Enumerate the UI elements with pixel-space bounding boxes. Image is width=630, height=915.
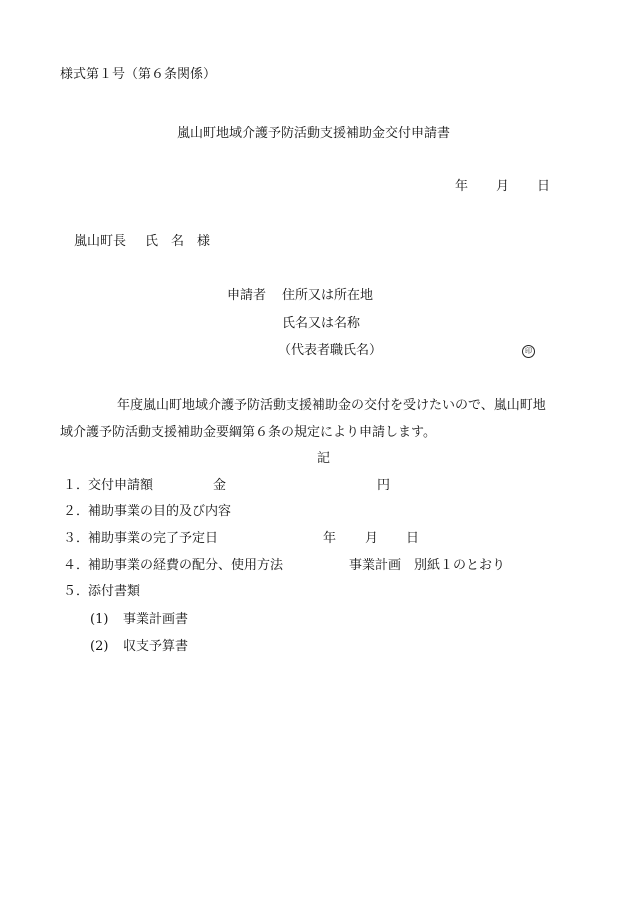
addressee-sama: 様 (197, 234, 211, 249)
addressee-title: 嵐山町長 (74, 234, 127, 249)
date-day: 日 (537, 179, 551, 194)
item-4-label: 補助事業の経費の配分、使用方法 (88, 558, 284, 573)
attachment-1-number: (1) (90, 612, 109, 627)
body-text-line-1: 年度嵐山町地域介護予防活動支援補助金の交付を受けたいので、嵐山町地 (117, 398, 546, 413)
item-3-day: 日 (406, 531, 420, 546)
attachment-1-label: 事業計画書 (123, 612, 189, 627)
item-3-number: ３． (63, 531, 90, 546)
applicant-address-label: 住所又は所在地 (282, 288, 374, 303)
item-2-number: ２． (63, 504, 90, 519)
seal-mark: 印 (522, 345, 535, 358)
item-1-en: 円 (377, 478, 391, 493)
item-3-year: 年 (323, 531, 337, 546)
form-number: 様式第１号（第６条関係） (60, 67, 217, 82)
date-month: 月 (496, 179, 510, 194)
attachment-2-number: (2) (90, 639, 109, 654)
applicant-label: 申請者 (227, 288, 267, 303)
item-5-number: ５． (63, 584, 90, 599)
item-1-label: 交付申請額 (88, 478, 154, 493)
ki-heading: 記 (317, 451, 331, 466)
item-5-label: 添付書類 (88, 584, 141, 599)
applicant-representative-label: （代表者職氏名） (278, 343, 383, 358)
date-year: 年 (455, 179, 469, 194)
attachment-2-label: 収支予算書 (123, 639, 189, 654)
item-1-number: １． (63, 478, 90, 493)
item-4-number: ４． (63, 558, 90, 573)
item-1-kin: 金 (213, 478, 227, 493)
addressee-name: 氏 名 (145, 234, 185, 249)
item-2-label: 補助事業の目的及び内容 (88, 504, 232, 519)
body-text-line-2: 域介護予防活動支援補助金要綱第６条の規定により申請します。 (60, 425, 436, 440)
applicant-name-label: 氏名又は名称 (282, 316, 361, 331)
item-3-label: 補助事業の完了予定日 (88, 531, 219, 546)
document-title: 嵐山町地域介護予防活動支援補助金交付申請書 (177, 126, 451, 141)
item-4-value: 事業計画 別紙１のとおり (349, 558, 506, 573)
item-3-month: 月 (365, 531, 379, 546)
